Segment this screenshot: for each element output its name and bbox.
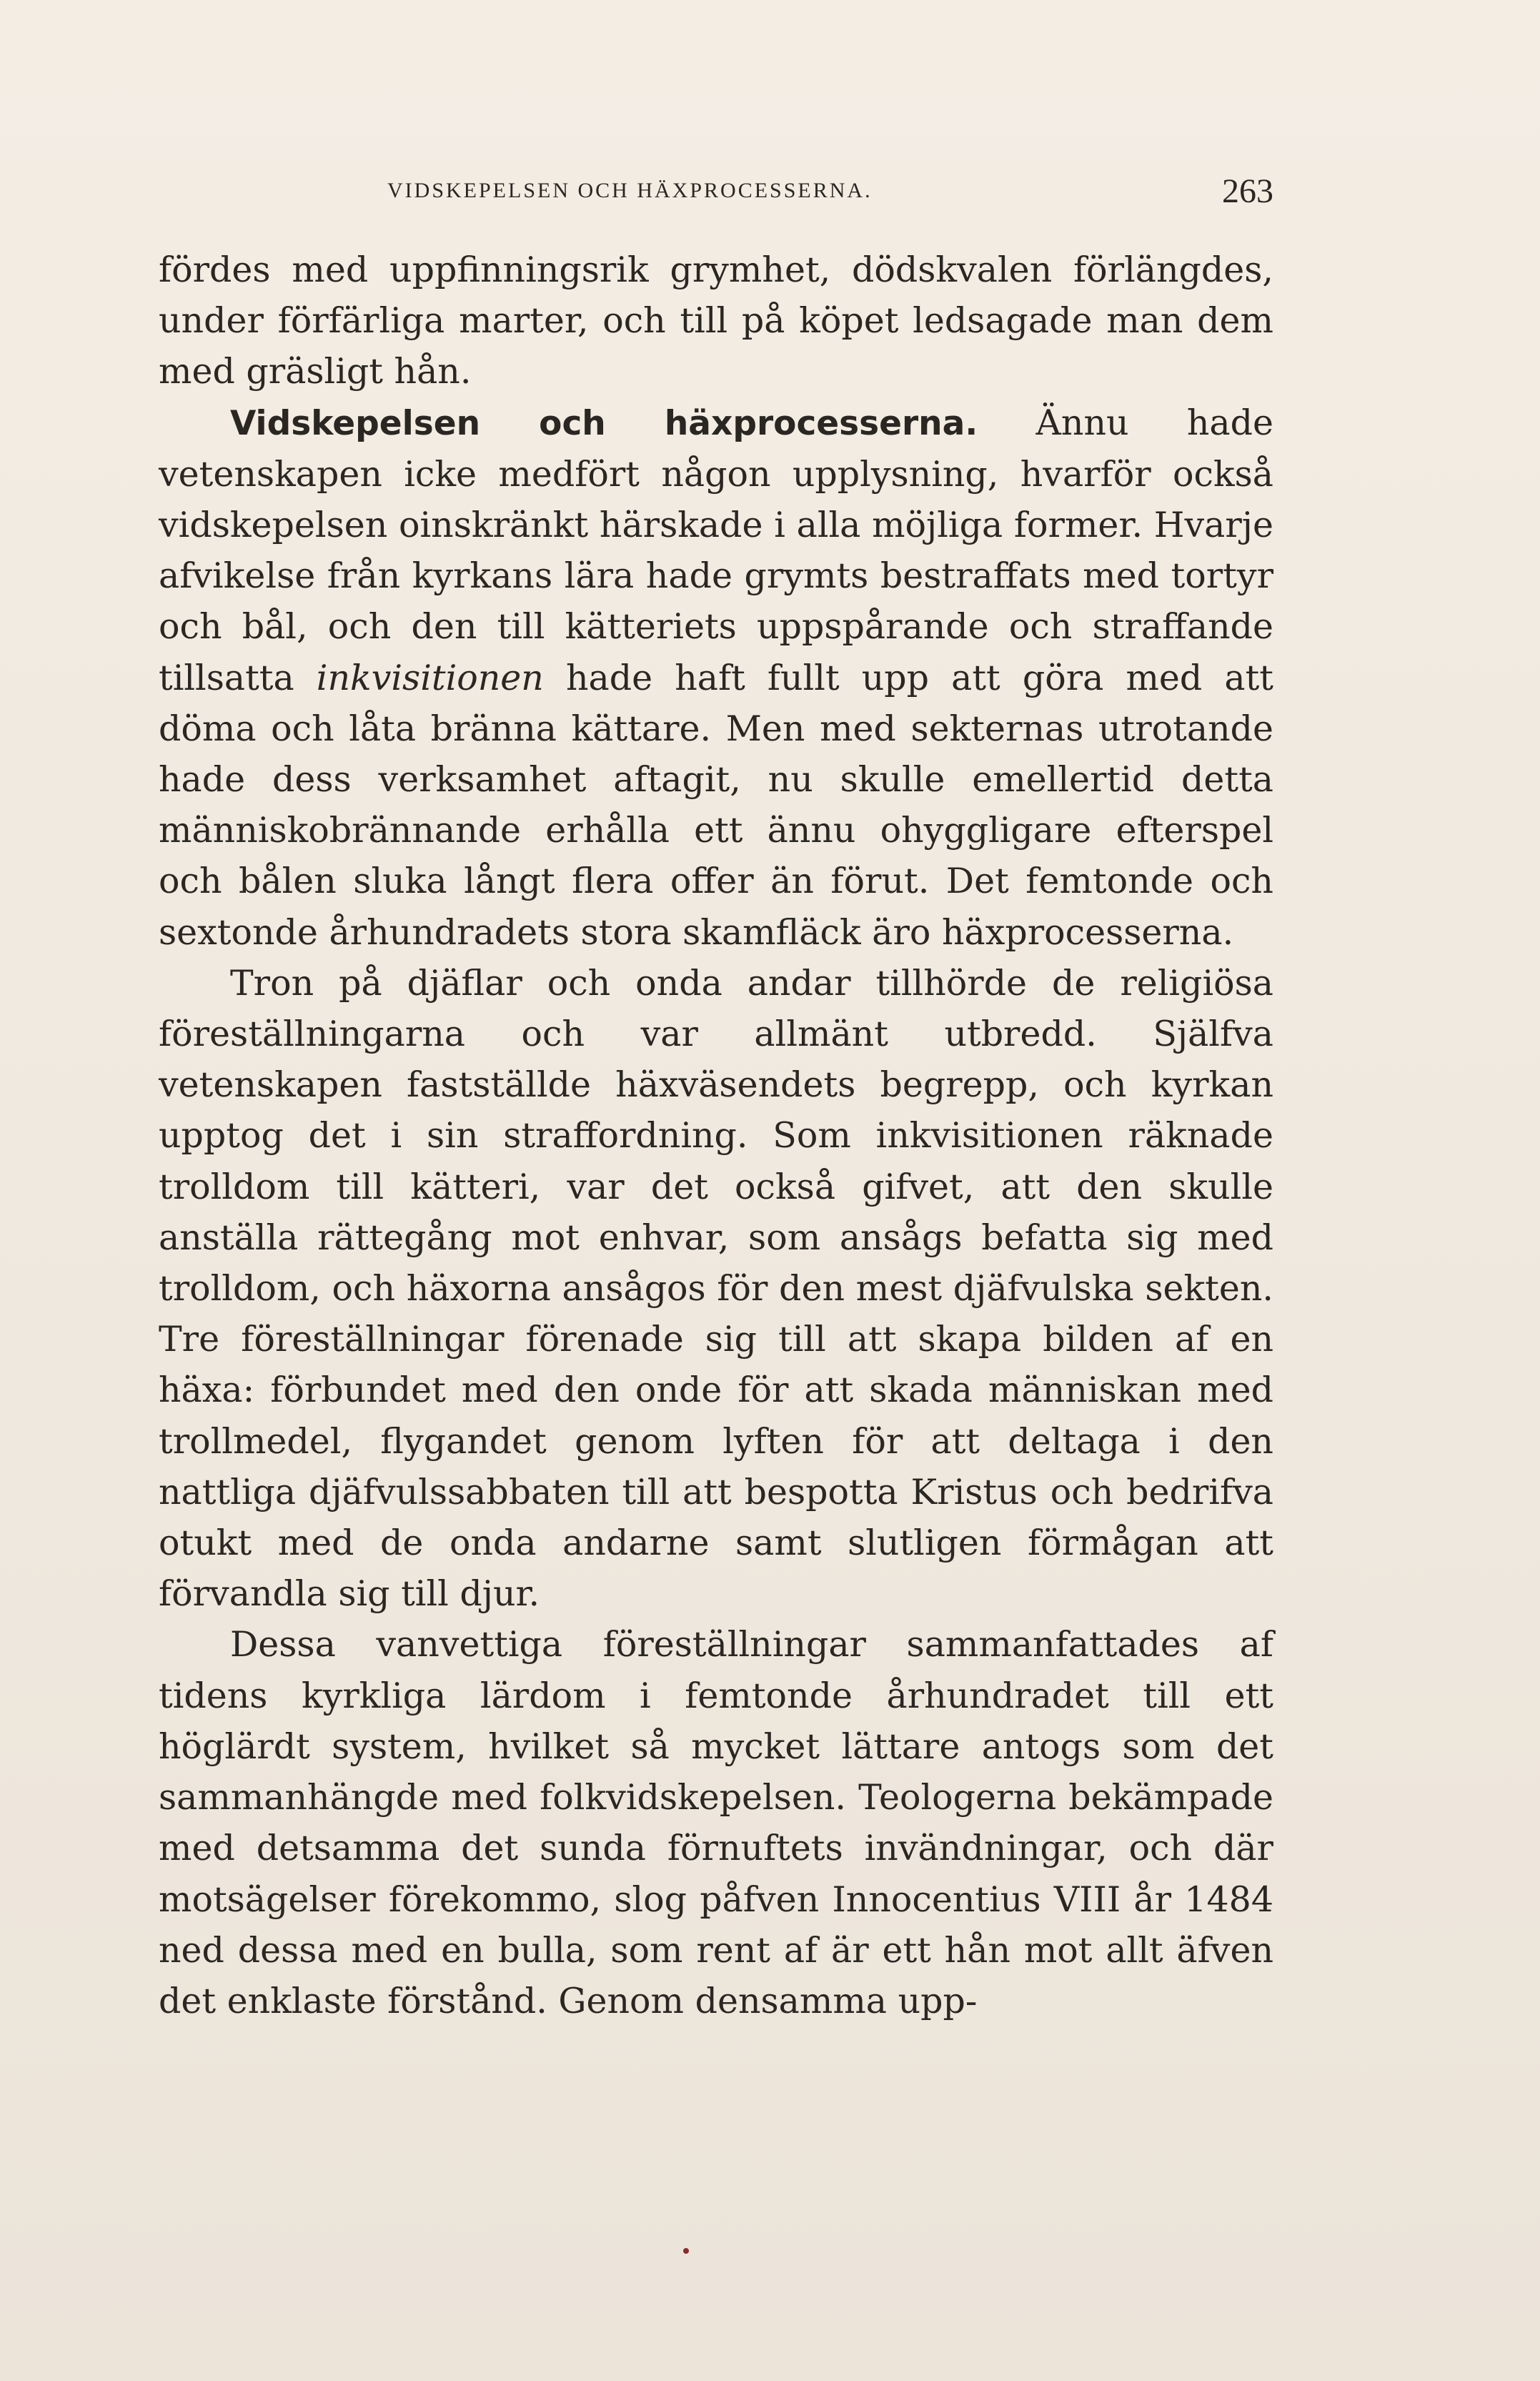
paragraph-1: fördes med uppfinningsrik grymhet, dödskvalen förlängdes, under förfärliga marter, och till på köpet ledsagade man dem med gräsligt hån. xyxy=(159,249,1273,392)
paragraph-3: Tron på djäflar och onda andar tillhörde de religiösa föreställningarna och var allmänt utbredd. Själfva vetenskapen fastställde häxväsendets begrepp, och kyrkan upptog det i sin straffordning. Som inkvisitionen räknade trolldom till kätteri, var det också gifvet, att den skulle anställa rättegång mot enhvar, som ansågs befatta sig med trolldom, och häxorna ansågos för den mest djäfvulska sekten. Tre föreställningar förenade sig till att skapa bilden af en häxa: förbundet med den onde för att skada människan med trollmedel, flygandet genom lyften för att deltaga i den nattliga djäfvulssabbaten till att bespotta Kristus och bedrifva otukt med de onda andarne samt slutligen förmågan att förvandla sig till djur. xyxy=(159,962,1273,1615)
running-title: VIDSKEPELSEN OCH HÄXPROCESSERNA. xyxy=(387,179,873,202)
paragraph-2 xyxy=(159,397,1273,958)
paragraph-2-text-a: Ännu hade vetenskapen icke medfört någon upplysning, hvarför också vidskepelsen oinskränkt härskade i alla möjliga former. Hvarje afvikelse från kyrkans lära hade grymts bestraffats med tortyr och bål, och den till kätteriets uppspårande och straffande tillsatta xyxy=(159,402,1273,698)
ink-dot xyxy=(683,2248,689,2254)
page-header xyxy=(159,172,1273,222)
paragraph-2-text-b: hade haft fullt upp att göra med att döma och låta bränna kättare. Men med sekternas utrotande hade dess verksamhet aftagit, nu skulle emellertid detta människobrännande erhålla ett ännu ohyggligare efterspel och bålen sluka långt flera offer än förut. Det femtonde och sextonde århundradets stora skamfläck äro häxprocesserna. xyxy=(159,657,1273,953)
italic-term: inkvisitionen xyxy=(316,657,544,698)
body-text xyxy=(159,244,1273,2026)
page-number: 263 xyxy=(1222,172,1273,210)
section-heading: Vidskepelsen och häxprocesserna. xyxy=(230,403,978,443)
paragraph-4: Dessa vanvettiga föreställningar sammanfattades af tidens kyrkliga lärdom i femtonde århundradet till ett höglärdt system, hvilket så mycket lättare antogs som det sammanhängde med folkvidskepelsen. Teologerna bekämpade med detsamma det sunda förnuftets invändningar, och där motsägelser förekommo, slog påfven Innocentius VIII år 1484 ned dessa med en bulla, som rent af är ett hån mot allt äfven det enklaste förstånd. Genom densamma upp- xyxy=(159,1624,1273,2021)
